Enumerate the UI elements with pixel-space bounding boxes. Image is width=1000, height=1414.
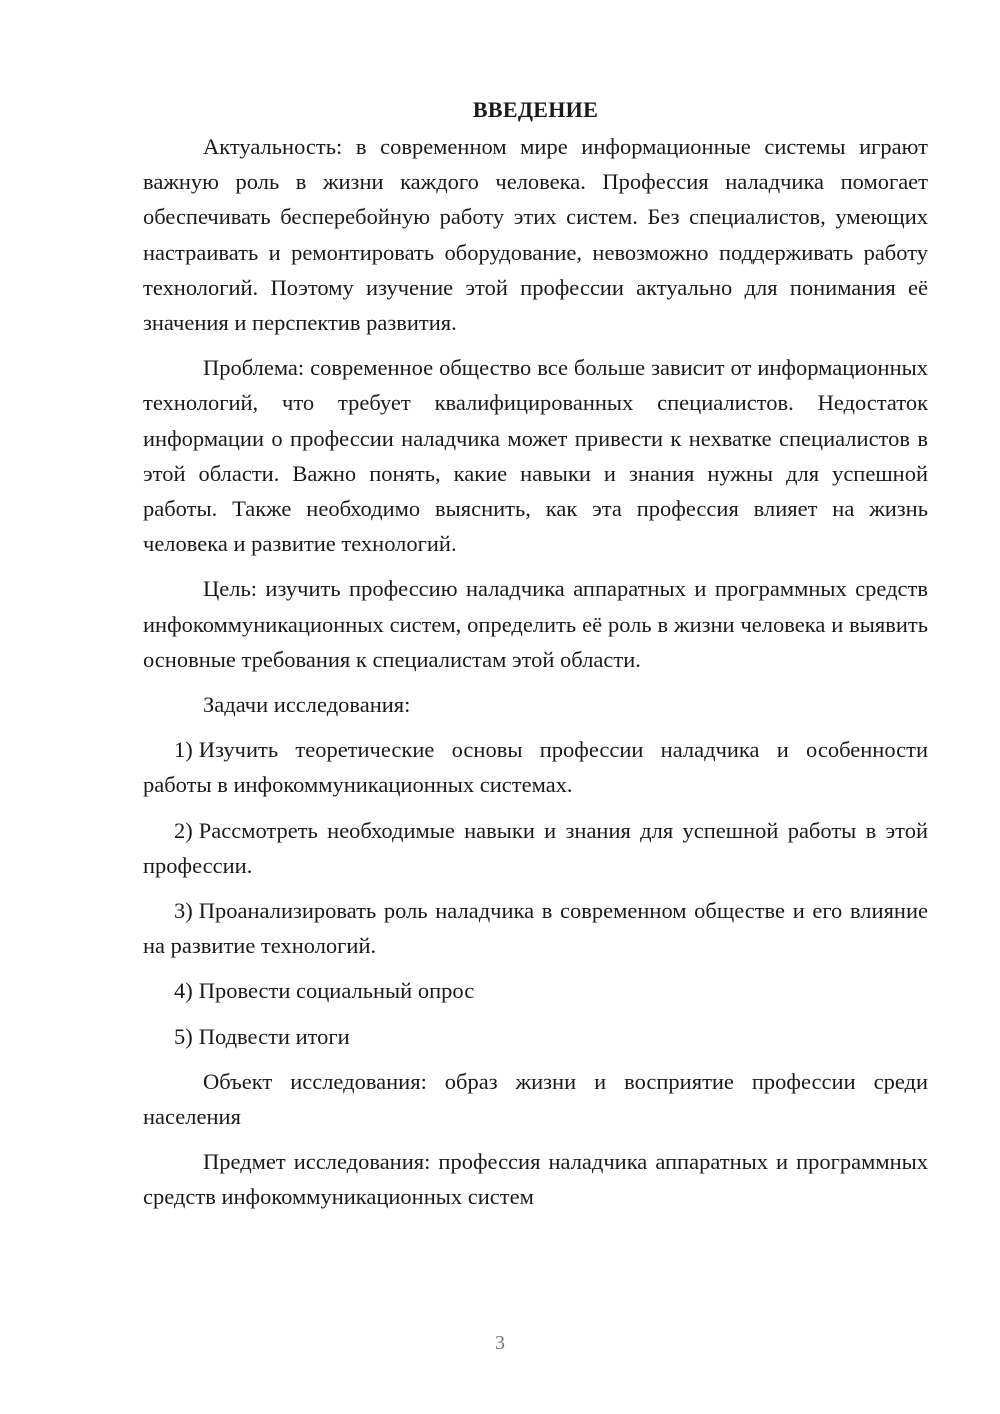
task-text: Провести социальный опрос xyxy=(198,978,475,1004)
document-page xyxy=(143,92,928,1225)
task-item xyxy=(143,1019,928,1054)
task-item xyxy=(143,732,928,802)
task-number: 2) xyxy=(174,817,193,843)
relevance-paragraph: Актуальность: в современном мире информационные системы играют важную роль в жизни каждого человека. Профессия наладчика помогает обеспечивать бесперебойную работу этих систем. Без специалистов, умеющих настраивать и ремонтировать оборудование, невозможно поддерживать работу технологий. Поэтому изучение этой профессии актуально для понимания её значения и перспектив развития. xyxy=(143,134,928,336)
goal-paragraph: Цель: изучить профессию наладчика аппаратных и программных средств инфокоммуникационных систем, определить её роль в жизни человека и выявить основные требования к специалистам этой области. xyxy=(143,576,928,672)
tasks-heading: Задачи исследования: xyxy=(203,692,411,718)
task-text: Рассмотреть необходимые навыки и знания для успешной работы в этой профессии. xyxy=(143,817,928,878)
page-title: ВВЕДЕНИЕ xyxy=(472,97,599,122)
task-number: 5) xyxy=(174,1023,193,1049)
task-text: Изучить теоретические основы профессии наладчика и особенности работы в инфокоммуникационных системах. xyxy=(143,737,928,798)
task-text: Подвести итоги xyxy=(198,1023,350,1049)
task-item xyxy=(143,813,928,883)
task-item xyxy=(143,973,928,1008)
task-text: Проанализировать роль наладчика в современном обществе и его влияние на развитие технологий. xyxy=(143,898,928,959)
task-number: 3) xyxy=(174,898,193,924)
page-number: 3 xyxy=(495,1332,505,1354)
task-number: 4) xyxy=(174,978,193,1004)
task-item xyxy=(143,893,928,963)
subject-paragraph: Предмет исследования: профессия наладчика аппаратных и программных средств инфокоммуникационных систем xyxy=(143,1149,928,1210)
object-paragraph: Объект исследования: образ жизни и восприятие профессии среди населения xyxy=(143,1068,928,1130)
problem-paragraph: Проблема: современное общество все больше зависит от информационных технологий, что требует квалифицированных специалистов. Недостаток информации о профессии наладчика может привести к нехватке специалистов в этой области. Важно понять, какие навыки и знания нужны для успешной работы. Также необходимо выяснить, как эта профессия влияет на жизнь человека и развитие технологий. xyxy=(143,355,928,557)
task-number: 1) xyxy=(174,737,193,763)
